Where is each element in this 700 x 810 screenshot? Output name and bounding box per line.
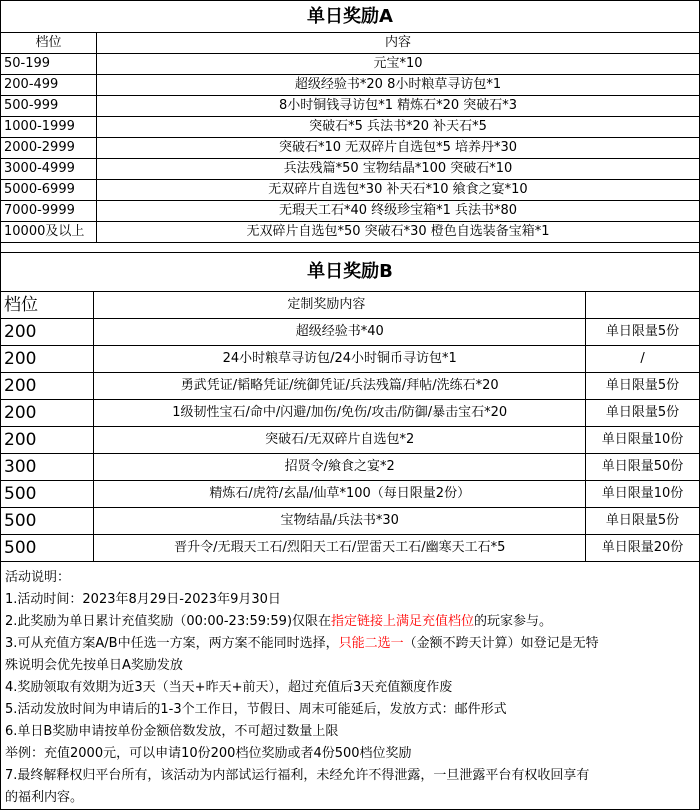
content-cell: 宝物结晶/兵法书*30 — [94, 508, 586, 535]
activity-notes — [5, 567, 697, 809]
content-cell: 突破石/无双碎片自选包*2 — [94, 427, 586, 454]
table-row — [1, 319, 700, 346]
tier-cell: 2000-2999 — [1, 138, 97, 159]
content-cell: 元宝*10 — [97, 54, 700, 75]
content-cell: 超级经验书*20 8小时粮草寻访包*1 — [97, 75, 700, 96]
tier-cell: 200 — [1, 427, 94, 454]
table-row — [1, 427, 700, 454]
table-row — [1, 535, 700, 562]
note-line-5: 5.活动发放时间为申请后的1-3个工作日，节假日、周末可能延后，发放方式：邮件形式 — [5, 702, 507, 717]
table-row — [1, 508, 700, 535]
table-row — [1, 117, 700, 138]
note-line-3-text-b: （金额不跨天计算）如登记是无特 — [403, 636, 599, 651]
note-line-1: 1.活动时间：2023年8月29日-2023年9月30日 — [5, 592, 281, 607]
table-row — [1, 400, 700, 427]
table-a-header-content: 内容 — [97, 33, 700, 54]
reward-table-a — [0, 0, 700, 243]
table-row — [1, 159, 700, 180]
tier-cell: 200-499 — [1, 75, 97, 96]
note-line-7-cont: 的福利内容。 — [5, 790, 84, 805]
table-row — [1, 201, 700, 222]
table-a-title: 单日奖励A — [1, 1, 700, 33]
limit-cell: 单日限量20份 — [586, 535, 700, 562]
limit-cell: 单日限量50份 — [586, 454, 700, 481]
table-row — [1, 373, 700, 400]
limit-cell: 单日限量5份 — [586, 319, 700, 346]
table-b-header-content: 定制奖励内容 — [94, 292, 586, 319]
table-row — [1, 138, 700, 159]
tier-cell: 500-999 — [1, 96, 97, 117]
content-cell: 无双碎片自选包*30 补天石*10 飨食之宴*10 — [97, 180, 700, 201]
note-line-6: 6.单日B奖励申请按单份金额倍数发放，不可超过数量上限 — [5, 724, 339, 739]
table-row — [1, 481, 700, 508]
table-row — [1, 222, 700, 243]
table-row — [1, 96, 700, 117]
content-cell: 突破石*10 无双碎片自选包*5 培养丹*30 — [97, 138, 700, 159]
limit-cell: / — [586, 346, 700, 373]
tier-cell: 7000-9999 — [1, 201, 97, 222]
table-b-title: 单日奖励B — [1, 253, 700, 292]
content-cell: 超级经验书*40 — [94, 319, 586, 346]
limit-cell: 单日限量5份 — [586, 373, 700, 400]
note-line-7: 7.最终解释权归平台所有，该活动为内部试运行福利，未经允许不得泄露，一旦泄露平台有权收回享有 — [5, 768, 590, 783]
limit-cell: 单日限量10份 — [586, 427, 700, 454]
table-row — [1, 180, 700, 201]
tier-cell: 5000-6999 — [1, 180, 97, 201]
note-line-4: 4.奖励领取有效期为近3天（当天+昨天+前天），超过充值后3天充值额度作废 — [5, 680, 453, 695]
content-cell: 突破石*5 兵法书*20 补天石*5 — [97, 117, 700, 138]
note-line-2 — [5, 611, 697, 633]
tier-cell: 3000-4999 — [1, 159, 97, 180]
table-row — [1, 346, 700, 373]
content-cell: 招贤令/飨食之宴*2 — [94, 454, 586, 481]
limit-cell: 单日限量5份 — [586, 400, 700, 427]
content-cell: 24小时粮草寻访包/24小时铜币寻访包*1 — [94, 346, 586, 373]
table-a-header-tier: 档位 — [1, 33, 97, 54]
note-line-3-highlight: 只能二选一 — [338, 636, 404, 651]
tier-cell: 200 — [1, 373, 94, 400]
note-line-2-text-a: 2.此奖励为单日累计充值奖励（00:00-23:59:59)仅限在 — [5, 614, 332, 629]
tier-cell: 300 — [1, 454, 94, 481]
note-example: 举例：充值2000元，可以申请10份200档位奖励或者4份500档位奖励 — [5, 746, 412, 761]
tier-cell: 50-199 — [1, 54, 97, 75]
table-row — [1, 54, 700, 75]
table-row — [1, 454, 700, 481]
tier-cell: 200 — [1, 319, 94, 346]
table-row — [1, 75, 700, 96]
note-line-3-text-a: 3.可从充值方案A/B中任选一方案，两方案不能同时选择， — [5, 636, 339, 651]
reward-table-b — [0, 252, 700, 562]
tier-cell: 200 — [1, 346, 94, 373]
notes-heading: 活动说明： — [5, 570, 71, 585]
tier-cell: 10000及以上 — [1, 222, 97, 243]
content-cell: 晋升令/无瑕天工石/烈阳天工石/罡雷天工石/幽寒天工石*5 — [94, 535, 586, 562]
content-cell: 无双碎片自选包*50 突破石*30 橙色自选装备宝箱*1 — [97, 222, 700, 243]
tier-cell: 200 — [1, 400, 94, 427]
content-cell: 8小时铜钱寻访包*1 精炼石*20 突破石*3 — [97, 96, 700, 117]
note-line-3-cont: 殊说明会优先按单日A奖励发放 — [5, 658, 183, 673]
tier-cell: 500 — [1, 481, 94, 508]
content-cell: 无瑕天工石*40 终级珍宝箱*1 兵法书*80 — [97, 201, 700, 222]
note-line-2-text-b: 的玩家参与。 — [474, 614, 553, 629]
note-line-2-highlight: 指定链接上满足充值档位 — [331, 614, 475, 629]
note-line-3 — [5, 633, 697, 655]
tier-cell: 1000-1999 — [1, 117, 97, 138]
content-cell: 1级韧性宝石/命中/闪避/加伤/免伤/攻击/防御/暴击宝石*20 — [94, 400, 586, 427]
tier-cell: 500 — [1, 508, 94, 535]
table-b-header-tier: 档位 — [1, 292, 94, 319]
limit-cell: 单日限量10份 — [586, 481, 700, 508]
table-b-header-limit — [586, 292, 700, 319]
content-cell: 勇武凭证/韬略凭证/统御凭证/兵法残篇/拜帖/洗练石*20 — [94, 373, 586, 400]
limit-cell: 单日限量5份 — [586, 508, 700, 535]
content-cell: 兵法残篇*50 宝物结晶*100 突破石*10 — [97, 159, 700, 180]
content-cell: 精炼石/虎符/玄晶/仙草*100（每日限量2份） — [94, 481, 586, 508]
tier-cell: 500 — [1, 535, 94, 562]
